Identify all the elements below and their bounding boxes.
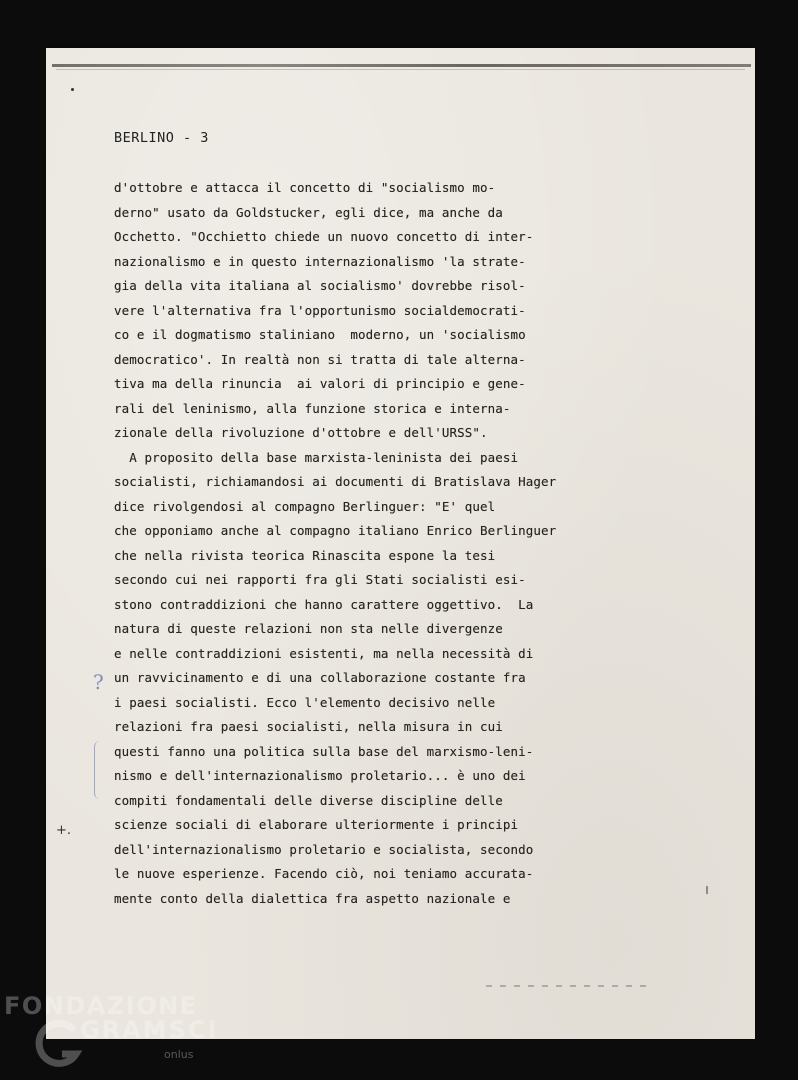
text-line: scienze sociali di elaborare ulteriormente i principi — [114, 817, 519, 832]
text-line: e nelle contraddizioni esistenti, ma nella necessità di — [114, 645, 534, 661]
typewritten-page — [46, 48, 755, 1039]
text-line: che opponiamo anche al compagno italiano Enrico Berlinguer — [114, 523, 557, 538]
text-line: un ravvicinamento e di una collaborazione costante fra — [114, 670, 526, 685]
text-line: natura di queste relazioni non sta nelle divergenze — [114, 621, 503, 636]
text-line: socialisti, richiamandosi ai documenti di Bratislava Hager — [114, 474, 557, 489]
pencil-margin-bracket — [94, 741, 103, 799]
fondazione-gramsci-watermark — [4, 992, 219, 1072]
bottom-ink-marks — [486, 985, 646, 987]
text-line: rali del leninismo, alla funzione storica e interna- — [114, 400, 511, 416]
watermark-line1: FONDAZIONE — [4, 992, 198, 1020]
text-line: secondo cui nei rapporti fra gli Stati socialisti esi- — [114, 572, 526, 587]
text-line: stono contraddizioni che hanno carattere oggettivo. La — [114, 596, 534, 612]
text-line: relazioni fra paesi socialisti, nella misura in cui — [114, 719, 503, 734]
text-line: questi fanno una politica sulla base del marxismo-leni- — [114, 743, 534, 759]
text-line: zionale della rivoluzione d'ottobre e dell'URSS". — [114, 425, 488, 440]
page-header: BERLINO - 3 — [114, 130, 209, 146]
text-line: che nella rivista teorica Rinascita espone la tesi — [114, 547, 496, 563]
text-line: vere l'alternativa fra l'opportunismo socialdemocrati- — [114, 302, 526, 318]
text-line: nismo e dell'internazionalismo proletario... è uno dei — [114, 768, 526, 783]
watermark-line2: GRAMSCI — [80, 1016, 219, 1044]
ink-speck — [71, 88, 74, 91]
text-line: democratico'. In realtà non si tratta di tale alterna- — [114, 351, 526, 367]
text-line: Occhetto. "Occhietto chiede un nuovo concetto di inter- — [114, 229, 534, 244]
page-top-rule-shadow — [56, 69, 745, 70]
watermark-onlus: onlus — [164, 1048, 194, 1061]
text-line: mente conto della dialettica fra aspetto nazionale e — [114, 890, 511, 906]
text-line: dell'internazionalismo proletario e socialista, secondo — [114, 841, 534, 857]
text-line: tiva ma della rinuncia ai valori di principio e gene- — [114, 376, 526, 391]
text-line: co e il dogmatismo staliniano moderno, un 'socialismo — [114, 327, 526, 342]
body-text — [114, 176, 754, 911]
text-line: dice rivolgendosi al compagno Berlinguer: "E' quel — [114, 498, 496, 514]
text-line: nazionalismo e in questo internazionalismo 'la strate- — [114, 253, 526, 269]
text-line: le nuove esperienze. Facendo ciò, noi teniamo accurata- — [114, 866, 534, 881]
text-line: compiti fondamentali delle diverse discipline delle — [114, 792, 503, 808]
page-top-rule — [52, 64, 751, 67]
text-line: i paesi socialisti. Ecco l'elemento decisivo nelle — [114, 694, 496, 710]
text-line: A proposito della base marxista-leninista dei paesi — [114, 449, 519, 465]
gramsci-g-logo-icon — [34, 1018, 84, 1070]
text-line: gia della vita italiana al socialismo' dovrebbe risol- — [114, 278, 526, 293]
pencil-question-mark: ? — [93, 670, 104, 694]
margin-mark: +. — [56, 823, 72, 838]
text-line: d'ottobre e attacca il concetto di "socialismo mo- — [114, 180, 496, 195]
text-line: derno" usato da Goldstucker, egli dice, ma anche da — [114, 204, 503, 220]
